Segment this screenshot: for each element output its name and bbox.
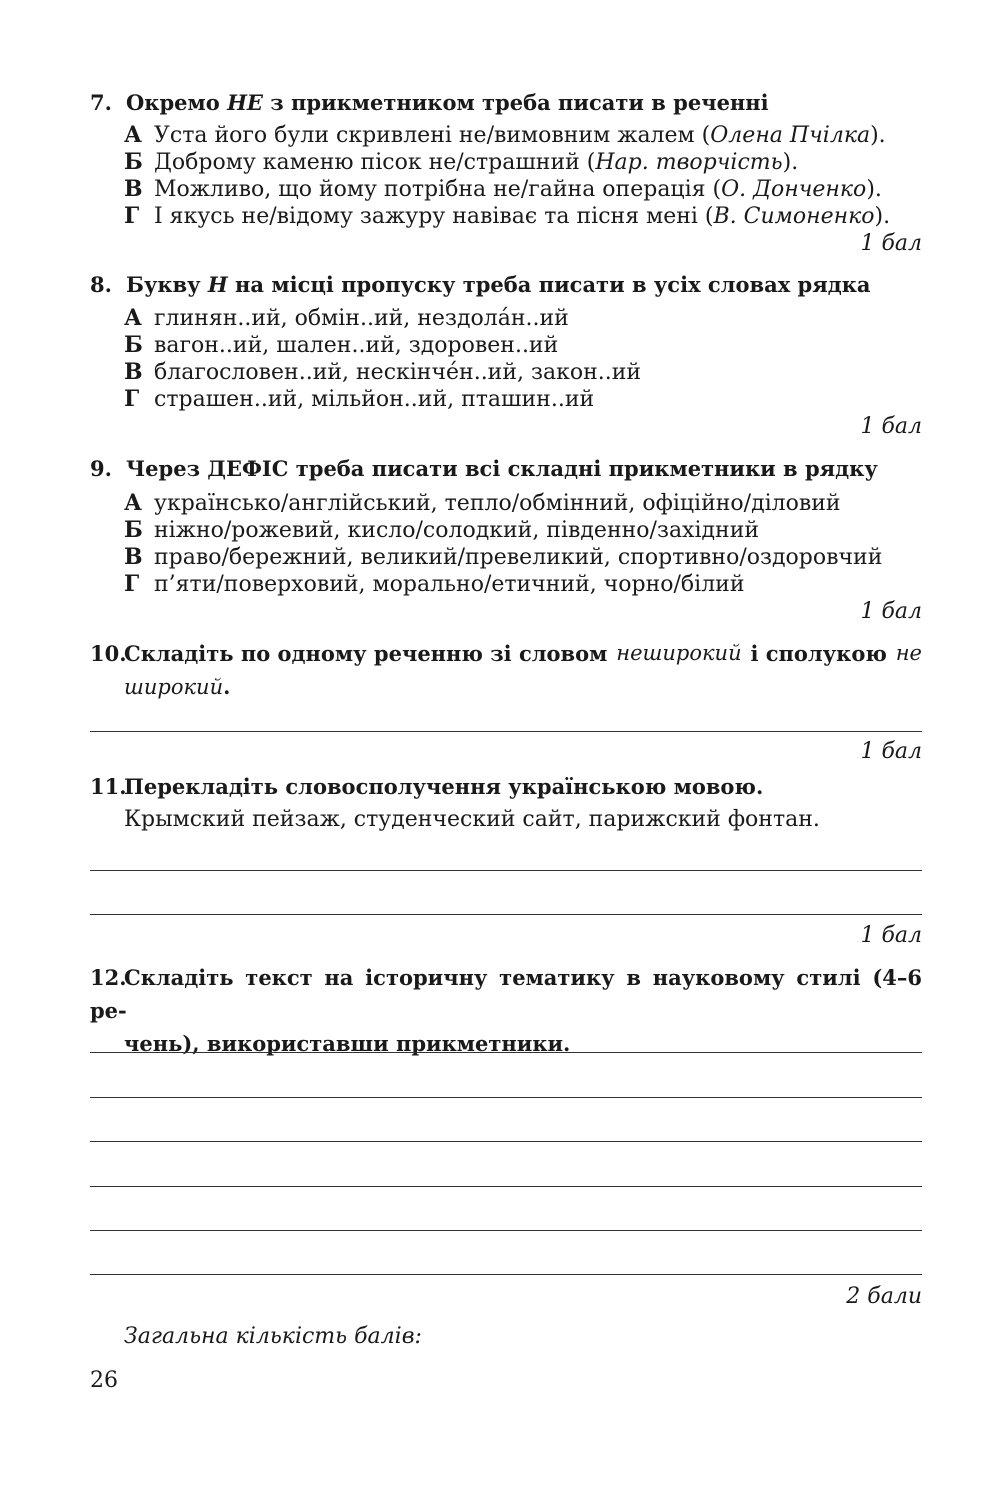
question-number: 11.: [90, 774, 127, 799]
option-a[interactable]: [124, 490, 841, 517]
score-label: 1 бал: [860, 231, 922, 256]
option-end: ).: [874, 204, 891, 229]
question-text: чень), використавши прикметники.: [124, 1031, 571, 1056]
question-12-title: [90, 961, 922, 1060]
question-text: з прикметником треба писати в реченні: [262, 90, 769, 115]
option-text: ніжно/рожевий, кисло/солодкий, південно/західний: [154, 518, 760, 543]
question-text: Складіть по одному реченню зі словом: [124, 641, 608, 666]
total-score-label: Загальна кількість балів:: [124, 1324, 422, 1349]
option-letter: А: [124, 305, 142, 331]
question-text: .: [223, 674, 231, 699]
option-letter: Б: [124, 332, 143, 358]
option-end: ).: [870, 123, 886, 148]
option-v[interactable]: [124, 544, 882, 571]
question-number: 8.: [90, 272, 112, 297]
source: О. Донченко: [721, 177, 867, 202]
answer-line[interactable]: [90, 1230, 922, 1231]
option-text: Доброму каменю пісок не/страшний (: [154, 150, 596, 175]
option-text: благословен..ий, нескінче́н..ий, закон..ий: [154, 360, 642, 385]
question-9-title: [90, 452, 922, 485]
option-end: ).: [782, 150, 799, 175]
option-text: глинян..ий, обмін..ий, нездола́н..ий: [154, 306, 569, 331]
score-label: 1 бал: [860, 923, 922, 948]
option-text: п’яти/поверховий, морально/етичний, чорно/білий: [154, 572, 745, 597]
question-text: на місці пропуску треба писати в усіх словах рядка: [227, 272, 871, 297]
answer-line[interactable]: [90, 1141, 922, 1142]
option-g[interactable]: [124, 203, 890, 230]
option-letter: Г: [124, 386, 140, 412]
option-end: ).: [866, 177, 882, 202]
source: Олена Пчілка: [710, 123, 871, 148]
option-text: страшен..ий, мільйон..ий, пташин..ий: [154, 387, 595, 412]
italic-word: не: [895, 641, 922, 665]
answer-line[interactable]: [90, 731, 922, 732]
italic-word: широкий: [124, 675, 224, 699]
option-a[interactable]: [124, 122, 886, 149]
option-text: право/бережний, великий/превеликий, спортивно/оздоровчий: [154, 545, 883, 570]
emphasis: Н: [207, 272, 228, 297]
option-letter: В: [124, 544, 143, 570]
option-letter: А: [124, 122, 142, 148]
source: Нар. творчість: [595, 150, 783, 175]
answer-line[interactable]: [90, 870, 922, 871]
option-letter: Б: [124, 517, 143, 543]
italic-word: неширокий: [616, 641, 742, 665]
option-letter: В: [124, 359, 143, 385]
question-text: Складіть текст на історичну тематику в науковому стилі (4–6 ре-: [90, 965, 922, 1023]
question-text: Перекладіть словосполучення українською мовою.: [124, 774, 764, 799]
option-text: Уста його були скривлені не/вимовним жалем (: [154, 123, 711, 148]
answer-line[interactable]: [90, 1097, 922, 1098]
option-text: І якусь не/відому зажуру навіває та пісня мені (: [154, 204, 714, 229]
question-text: Окремо: [126, 90, 228, 115]
question-text: і сполукою: [750, 641, 887, 666]
option-b[interactable]: [124, 149, 798, 176]
question-8-title: [90, 268, 922, 301]
option-text: українсько/англійський, тепло/обмінний, офіційно/діловий: [154, 491, 841, 516]
answer-line[interactable]: [90, 1186, 922, 1187]
option-letter: В: [124, 176, 143, 202]
score-label: 1 бал: [860, 739, 922, 764]
option-v[interactable]: [124, 176, 882, 203]
question-11-title: [90, 770, 922, 803]
option-b[interactable]: [124, 517, 759, 544]
question-number: 7.: [90, 90, 112, 115]
option-g[interactable]: [124, 571, 745, 598]
task-text: Крымский пейзаж, студенческий сайт, парижский фонтан.: [124, 807, 820, 832]
option-g[interactable]: [124, 386, 594, 413]
option-text: вагон..ий, шален..ий, здоровен..ий: [154, 333, 559, 358]
question-number: 9.: [90, 456, 112, 481]
question-text: Букву: [126, 272, 208, 297]
answer-line[interactable]: [90, 1052, 922, 1053]
question-text: Через ДЕФІС треба писати всі складні прикметники в рядку: [126, 456, 878, 481]
score-label: 1 бал: [860, 599, 922, 624]
answer-line[interactable]: [90, 914, 922, 915]
question-10-title: [90, 637, 922, 704]
option-letter: Г: [124, 203, 140, 229]
page-number: 26: [90, 1368, 118, 1393]
option-b[interactable]: [124, 332, 558, 359]
option-letter: Г: [124, 571, 140, 597]
answer-line[interactable]: [90, 1274, 922, 1275]
emphasis: НЕ: [227, 90, 263, 115]
option-letter: А: [124, 490, 142, 516]
question-7-title: [90, 86, 922, 119]
score-label: 1 бал: [860, 414, 922, 439]
option-text: Можливо, що йому потрібна не/гайна операція (: [154, 177, 722, 202]
option-v[interactable]: [124, 359, 641, 386]
question-number: 10.: [90, 641, 127, 666]
source: В. Симоненко: [713, 204, 875, 229]
option-a[interactable]: [124, 305, 569, 332]
option-letter: Б: [124, 149, 143, 175]
score-label: 2 бали: [846, 1284, 922, 1309]
question-number: 12.: [90, 965, 127, 990]
